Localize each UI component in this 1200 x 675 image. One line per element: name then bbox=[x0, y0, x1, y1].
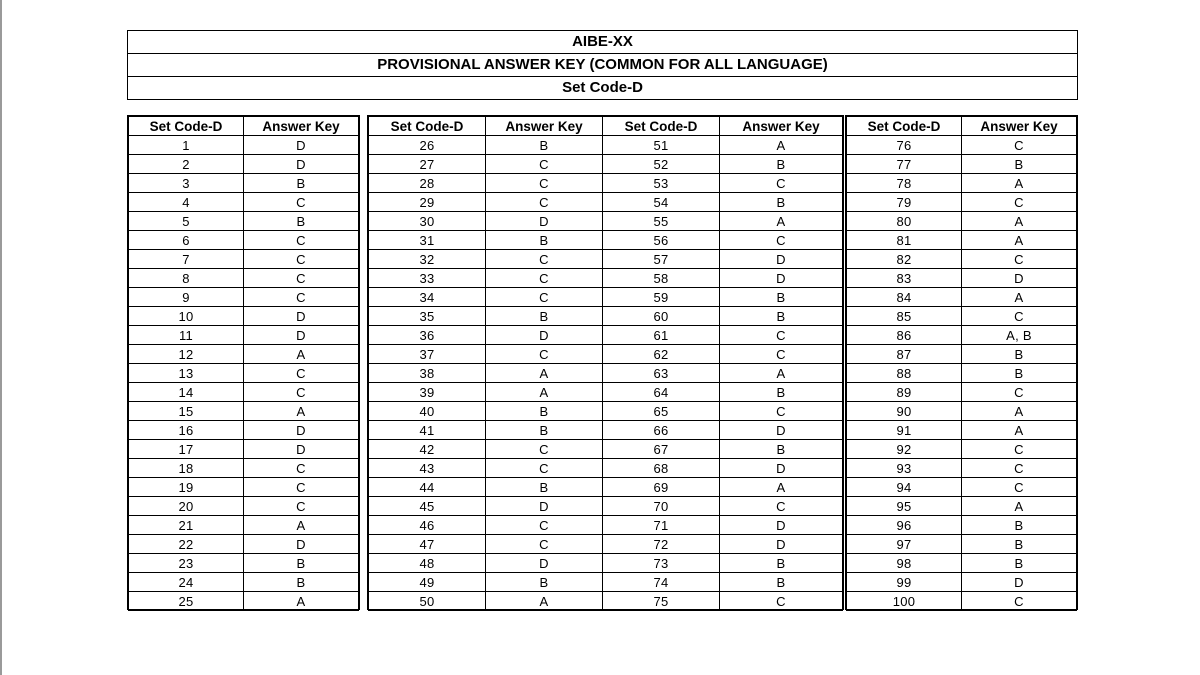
table-row bbox=[369, 535, 843, 554]
table-row bbox=[369, 250, 843, 269]
question-number-cell: 78 bbox=[847, 174, 962, 193]
answer-cell: A bbox=[962, 231, 1077, 250]
answer-key-table bbox=[368, 116, 843, 611]
question-number-cell: 15 bbox=[129, 402, 244, 421]
answer-cell: C bbox=[720, 174, 843, 193]
table-row bbox=[129, 155, 359, 174]
question-number-cell: 67 bbox=[603, 440, 720, 459]
table-row bbox=[129, 516, 359, 535]
answer-cell: B bbox=[962, 554, 1077, 573]
question-number-cell: 43 bbox=[369, 459, 486, 478]
question-number-cell: 7 bbox=[129, 250, 244, 269]
answer-cell: B bbox=[962, 155, 1077, 174]
question-number-cell: 77 bbox=[847, 155, 962, 174]
answer-cell: D bbox=[720, 250, 843, 269]
answer-cell: A bbox=[720, 212, 843, 231]
question-number-cell: 41 bbox=[369, 421, 486, 440]
answer-cell: C bbox=[486, 345, 603, 364]
question-number-cell: 17 bbox=[129, 440, 244, 459]
answer-cell: A bbox=[244, 402, 359, 421]
answer-cell: B bbox=[486, 136, 603, 155]
question-number-cell: 91 bbox=[847, 421, 962, 440]
answer-cell: C bbox=[486, 516, 603, 535]
table-row bbox=[369, 440, 843, 459]
question-number-cell: 84 bbox=[847, 288, 962, 307]
question-number-cell: 66 bbox=[603, 421, 720, 440]
question-number-cell: 21 bbox=[129, 516, 244, 535]
answer-cell: B bbox=[720, 288, 843, 307]
question-number-cell: 45 bbox=[369, 497, 486, 516]
table-row bbox=[369, 364, 843, 383]
answer-cell: B bbox=[486, 478, 603, 497]
answer-cell: C bbox=[962, 250, 1077, 269]
answer-cell: B bbox=[962, 516, 1077, 535]
answer-cell: C bbox=[244, 193, 359, 212]
answer-cell: C bbox=[244, 288, 359, 307]
answer-cell: C bbox=[962, 307, 1077, 326]
table-header-row bbox=[369, 117, 843, 136]
answer-cell: B bbox=[244, 174, 359, 193]
answer-cell: D bbox=[244, 307, 359, 326]
question-number-cell: 90 bbox=[847, 402, 962, 421]
question-number-cell: 83 bbox=[847, 269, 962, 288]
question-number-cell: 92 bbox=[847, 440, 962, 459]
question-number-cell: 3 bbox=[129, 174, 244, 193]
question-number-cell: 48 bbox=[369, 554, 486, 573]
question-number-cell: 11 bbox=[129, 326, 244, 345]
question-number-cell: 6 bbox=[129, 231, 244, 250]
answer-cell: C bbox=[244, 497, 359, 516]
question-number-cell: 5 bbox=[129, 212, 244, 231]
answer-cell: C bbox=[486, 155, 603, 174]
table-row bbox=[847, 554, 1077, 573]
question-number-cell: 30 bbox=[369, 212, 486, 231]
question-number-cell: 80 bbox=[847, 212, 962, 231]
question-number-cell: 26 bbox=[369, 136, 486, 155]
table-row bbox=[847, 573, 1077, 592]
question-number-cell: 54 bbox=[603, 193, 720, 212]
answer-cell: B bbox=[720, 554, 843, 573]
question-number-cell: 98 bbox=[847, 554, 962, 573]
table-row bbox=[369, 459, 843, 478]
question-number-cell: 32 bbox=[369, 250, 486, 269]
table-row bbox=[369, 288, 843, 307]
table-row bbox=[129, 269, 359, 288]
answer-cell: D bbox=[720, 516, 843, 535]
question-number-cell: 55 bbox=[603, 212, 720, 231]
set-code-heading: Set Code-D bbox=[562, 79, 643, 96]
table-row bbox=[369, 345, 843, 364]
table-row bbox=[129, 212, 359, 231]
answer-cell: B bbox=[962, 535, 1077, 554]
table-row bbox=[847, 174, 1077, 193]
answer-cell: C bbox=[486, 535, 603, 554]
answer-cell: C bbox=[720, 592, 843, 611]
question-number-cell: 39 bbox=[369, 383, 486, 402]
answer-cell: C bbox=[720, 402, 843, 421]
question-number-cell: 68 bbox=[603, 459, 720, 478]
answer-cell: A bbox=[720, 364, 843, 383]
question-number-cell: 52 bbox=[603, 155, 720, 174]
question-number-cell: 58 bbox=[603, 269, 720, 288]
question-number-cell: 82 bbox=[847, 250, 962, 269]
answer-cell: D bbox=[244, 136, 359, 155]
table-row bbox=[369, 478, 843, 497]
column-header-answer-key: Answer Key bbox=[720, 117, 843, 136]
column-header-answer-key: Answer Key bbox=[244, 117, 359, 136]
table-row bbox=[847, 497, 1077, 516]
answer-table-group-2-3 bbox=[367, 115, 844, 610]
answer-cell: A bbox=[962, 174, 1077, 193]
question-number-cell: 8 bbox=[129, 269, 244, 288]
question-number-cell: 63 bbox=[603, 364, 720, 383]
column-header-set-code: Set Code-D bbox=[129, 117, 244, 136]
table-row bbox=[129, 440, 359, 459]
question-number-cell: 25 bbox=[129, 592, 244, 611]
question-number-cell: 12 bbox=[129, 345, 244, 364]
table-row bbox=[129, 478, 359, 497]
question-number-cell: 59 bbox=[603, 288, 720, 307]
answer-cell: C bbox=[962, 193, 1077, 212]
table-row bbox=[129, 193, 359, 212]
table-row bbox=[129, 250, 359, 269]
question-number-cell: 10 bbox=[129, 307, 244, 326]
answer-cell: B bbox=[720, 155, 843, 174]
question-number-cell: 65 bbox=[603, 402, 720, 421]
answer-cell: C bbox=[486, 269, 603, 288]
answer-cell: C bbox=[244, 383, 359, 402]
table-row bbox=[847, 212, 1077, 231]
question-number-cell: 69 bbox=[603, 478, 720, 497]
question-number-cell: 100 bbox=[847, 592, 962, 611]
question-number-cell: 89 bbox=[847, 383, 962, 402]
answer-cell: C bbox=[720, 345, 843, 364]
table-row bbox=[369, 421, 843, 440]
answer-cell: D bbox=[486, 497, 603, 516]
answer-cell: C bbox=[720, 231, 843, 250]
column-header-answer-key: Answer Key bbox=[962, 117, 1077, 136]
question-number-cell: 79 bbox=[847, 193, 962, 212]
question-number-cell: 20 bbox=[129, 497, 244, 516]
question-number-cell: 99 bbox=[847, 573, 962, 592]
answer-cell: B bbox=[486, 231, 603, 250]
question-number-cell: 24 bbox=[129, 573, 244, 592]
answer-cell: A bbox=[962, 288, 1077, 307]
table-row bbox=[129, 307, 359, 326]
table-row bbox=[369, 592, 843, 611]
question-number-cell: 49 bbox=[369, 573, 486, 592]
table-row bbox=[129, 592, 359, 611]
table-row bbox=[847, 326, 1077, 345]
answer-cell: D bbox=[720, 421, 843, 440]
answer-cell: B bbox=[486, 573, 603, 592]
table-row bbox=[369, 383, 843, 402]
table-row bbox=[847, 383, 1077, 402]
answer-cell: C bbox=[244, 250, 359, 269]
question-number-cell: 73 bbox=[603, 554, 720, 573]
question-number-cell: 75 bbox=[603, 592, 720, 611]
answer-cell: C bbox=[962, 383, 1077, 402]
answer-cell: A bbox=[486, 383, 603, 402]
table-row bbox=[847, 307, 1077, 326]
answer-cell: A bbox=[244, 516, 359, 535]
table-row bbox=[369, 136, 843, 155]
answer-cell: C bbox=[962, 440, 1077, 459]
answer-cell: B bbox=[962, 364, 1077, 383]
question-number-cell: 14 bbox=[129, 383, 244, 402]
answer-cell: C bbox=[244, 231, 359, 250]
question-number-cell: 85 bbox=[847, 307, 962, 326]
table-row bbox=[847, 459, 1077, 478]
question-number-cell: 27 bbox=[369, 155, 486, 174]
question-number-cell: 64 bbox=[603, 383, 720, 402]
answer-cell: C bbox=[962, 478, 1077, 497]
question-number-cell: 72 bbox=[603, 535, 720, 554]
table-row bbox=[369, 554, 843, 573]
table-row bbox=[369, 269, 843, 288]
answer-cell: B bbox=[486, 421, 603, 440]
answer-cell: C bbox=[720, 497, 843, 516]
question-number-cell: 81 bbox=[847, 231, 962, 250]
table-row bbox=[847, 516, 1077, 535]
question-number-cell: 94 bbox=[847, 478, 962, 497]
question-number-cell: 57 bbox=[603, 250, 720, 269]
answer-cell: B bbox=[720, 440, 843, 459]
answer-cell: B bbox=[720, 193, 843, 212]
question-number-cell: 70 bbox=[603, 497, 720, 516]
table-row bbox=[847, 288, 1077, 307]
answer-cell: B bbox=[244, 573, 359, 592]
question-number-cell: 61 bbox=[603, 326, 720, 345]
question-number-cell: 19 bbox=[129, 478, 244, 497]
question-number-cell: 16 bbox=[129, 421, 244, 440]
answer-cell: D bbox=[486, 326, 603, 345]
answer-cell: C bbox=[486, 174, 603, 193]
table-row bbox=[369, 212, 843, 231]
question-number-cell: 35 bbox=[369, 307, 486, 326]
answer-cell: A, B bbox=[962, 326, 1077, 345]
question-number-cell: 56 bbox=[603, 231, 720, 250]
question-number-cell: 86 bbox=[847, 326, 962, 345]
table-row bbox=[847, 478, 1077, 497]
answer-cell: C bbox=[962, 592, 1077, 611]
question-number-cell: 93 bbox=[847, 459, 962, 478]
column-header-answer-key: Answer Key bbox=[486, 117, 603, 136]
question-number-cell: 76 bbox=[847, 136, 962, 155]
table-row bbox=[369, 193, 843, 212]
question-number-cell: 2 bbox=[129, 155, 244, 174]
answer-cell: D bbox=[244, 440, 359, 459]
table-row bbox=[369, 155, 843, 174]
table-row bbox=[129, 497, 359, 516]
table-row bbox=[369, 326, 843, 345]
page-left-border bbox=[0, 0, 2, 675]
table-header-row bbox=[129, 117, 359, 136]
table-row bbox=[369, 497, 843, 516]
question-number-cell: 31 bbox=[369, 231, 486, 250]
table-row bbox=[129, 326, 359, 345]
question-number-cell: 9 bbox=[129, 288, 244, 307]
answer-cell: A bbox=[962, 497, 1077, 516]
answer-key-table bbox=[846, 116, 1077, 611]
answer-key-tables bbox=[127, 115, 1078, 610]
question-number-cell: 33 bbox=[369, 269, 486, 288]
question-number-cell: 88 bbox=[847, 364, 962, 383]
question-number-cell: 50 bbox=[369, 592, 486, 611]
question-number-cell: 95 bbox=[847, 497, 962, 516]
table-row bbox=[847, 136, 1077, 155]
answer-cell: C bbox=[486, 288, 603, 307]
question-number-cell: 22 bbox=[129, 535, 244, 554]
table-row bbox=[847, 364, 1077, 383]
question-number-cell: 71 bbox=[603, 516, 720, 535]
answer-cell: A bbox=[244, 592, 359, 611]
question-number-cell: 28 bbox=[369, 174, 486, 193]
table-row bbox=[129, 136, 359, 155]
answer-cell: D bbox=[244, 535, 359, 554]
answer-key-table bbox=[128, 116, 359, 611]
answer-cell: B bbox=[486, 307, 603, 326]
table-row bbox=[369, 231, 843, 250]
question-number-cell: 96 bbox=[847, 516, 962, 535]
table-row bbox=[129, 231, 359, 250]
answer-cell: D bbox=[244, 421, 359, 440]
table-row bbox=[847, 592, 1077, 611]
answer-cell: C bbox=[486, 193, 603, 212]
answer-cell: C bbox=[486, 459, 603, 478]
table-header-row bbox=[847, 117, 1077, 136]
question-number-cell: 34 bbox=[369, 288, 486, 307]
question-number-cell: 53 bbox=[603, 174, 720, 193]
table-row bbox=[847, 231, 1077, 250]
answer-cell: B bbox=[244, 554, 359, 573]
question-number-cell: 62 bbox=[603, 345, 720, 364]
table-row bbox=[369, 516, 843, 535]
answer-cell: D bbox=[720, 535, 843, 554]
question-number-cell: 23 bbox=[129, 554, 244, 573]
table-row bbox=[129, 573, 359, 592]
table-row bbox=[129, 402, 359, 421]
table-row bbox=[129, 421, 359, 440]
answer-cell: B bbox=[720, 307, 843, 326]
table-row bbox=[129, 345, 359, 364]
answer-table-group-4 bbox=[845, 115, 1078, 610]
answer-cell: A bbox=[962, 212, 1077, 231]
table-row bbox=[847, 402, 1077, 421]
table-row bbox=[847, 421, 1077, 440]
answer-cell: C bbox=[720, 326, 843, 345]
table-row bbox=[369, 573, 843, 592]
answer-cell: A bbox=[720, 478, 843, 497]
table-row bbox=[847, 440, 1077, 459]
answer-cell: B bbox=[962, 345, 1077, 364]
answer-cell: D bbox=[486, 212, 603, 231]
question-number-cell: 44 bbox=[369, 478, 486, 497]
table-row bbox=[129, 535, 359, 554]
answer-cell: C bbox=[486, 440, 603, 459]
answer-cell: D bbox=[720, 459, 843, 478]
answer-cell: A bbox=[962, 421, 1077, 440]
answer-cell: D bbox=[720, 269, 843, 288]
answer-cell: A bbox=[486, 364, 603, 383]
question-number-cell: 60 bbox=[603, 307, 720, 326]
question-number-cell: 37 bbox=[369, 345, 486, 364]
table-row bbox=[369, 174, 843, 193]
answer-cell: C bbox=[486, 250, 603, 269]
answer-cell: A bbox=[486, 592, 603, 611]
question-number-cell: 29 bbox=[369, 193, 486, 212]
column-header-set-code: Set Code-D bbox=[603, 117, 720, 136]
column-header-set-code: Set Code-D bbox=[847, 117, 962, 136]
answer-cell: D bbox=[244, 326, 359, 345]
table-row bbox=[129, 174, 359, 193]
table-row bbox=[129, 288, 359, 307]
question-number-cell: 74 bbox=[603, 573, 720, 592]
question-number-cell: 1 bbox=[129, 136, 244, 155]
answer-cell: C bbox=[962, 136, 1077, 155]
answer-cell: A bbox=[720, 136, 843, 155]
table-row bbox=[847, 345, 1077, 364]
answer-cell: D bbox=[486, 554, 603, 573]
table-row bbox=[369, 307, 843, 326]
answer-cell: A bbox=[244, 345, 359, 364]
answer-cell: D bbox=[962, 269, 1077, 288]
answer-cell: B bbox=[244, 212, 359, 231]
question-number-cell: 97 bbox=[847, 535, 962, 554]
answer-cell: C bbox=[244, 459, 359, 478]
answer-cell: C bbox=[244, 478, 359, 497]
answer-cell: B bbox=[486, 402, 603, 421]
question-number-cell: 40 bbox=[369, 402, 486, 421]
document-subtitle: PROVISIONAL ANSWER KEY (COMMON FOR ALL LANGUAGE) bbox=[128, 54, 1077, 77]
table-row bbox=[369, 402, 843, 421]
question-number-cell: 38 bbox=[369, 364, 486, 383]
question-number-cell: 47 bbox=[369, 535, 486, 554]
table-row bbox=[129, 364, 359, 383]
answer-cell: B bbox=[720, 383, 843, 402]
table-row bbox=[847, 269, 1077, 288]
question-number-cell: 46 bbox=[369, 516, 486, 535]
document-header bbox=[127, 30, 1078, 100]
question-number-cell: 42 bbox=[369, 440, 486, 459]
question-number-cell: 36 bbox=[369, 326, 486, 345]
answer-cell: B bbox=[720, 573, 843, 592]
table-row bbox=[847, 193, 1077, 212]
question-number-cell: 18 bbox=[129, 459, 244, 478]
answer-cell: C bbox=[244, 269, 359, 288]
table-row bbox=[847, 250, 1077, 269]
answer-table-group-1 bbox=[127, 115, 360, 610]
table-row bbox=[129, 554, 359, 573]
answer-cell: C bbox=[962, 459, 1077, 478]
answer-cell: D bbox=[244, 155, 359, 174]
answer-cell: D bbox=[962, 573, 1077, 592]
document-title: AIBE-XX bbox=[128, 31, 1077, 54]
question-number-cell: 87 bbox=[847, 345, 962, 364]
question-number-cell: 51 bbox=[603, 136, 720, 155]
question-number-cell: 4 bbox=[129, 193, 244, 212]
answer-cell: C bbox=[244, 364, 359, 383]
answer-cell: A bbox=[962, 402, 1077, 421]
question-number-cell: 13 bbox=[129, 364, 244, 383]
table-row bbox=[847, 155, 1077, 174]
column-header-set-code: Set Code-D bbox=[369, 117, 486, 136]
table-row bbox=[129, 383, 359, 402]
table-row bbox=[129, 459, 359, 478]
table-row bbox=[847, 535, 1077, 554]
